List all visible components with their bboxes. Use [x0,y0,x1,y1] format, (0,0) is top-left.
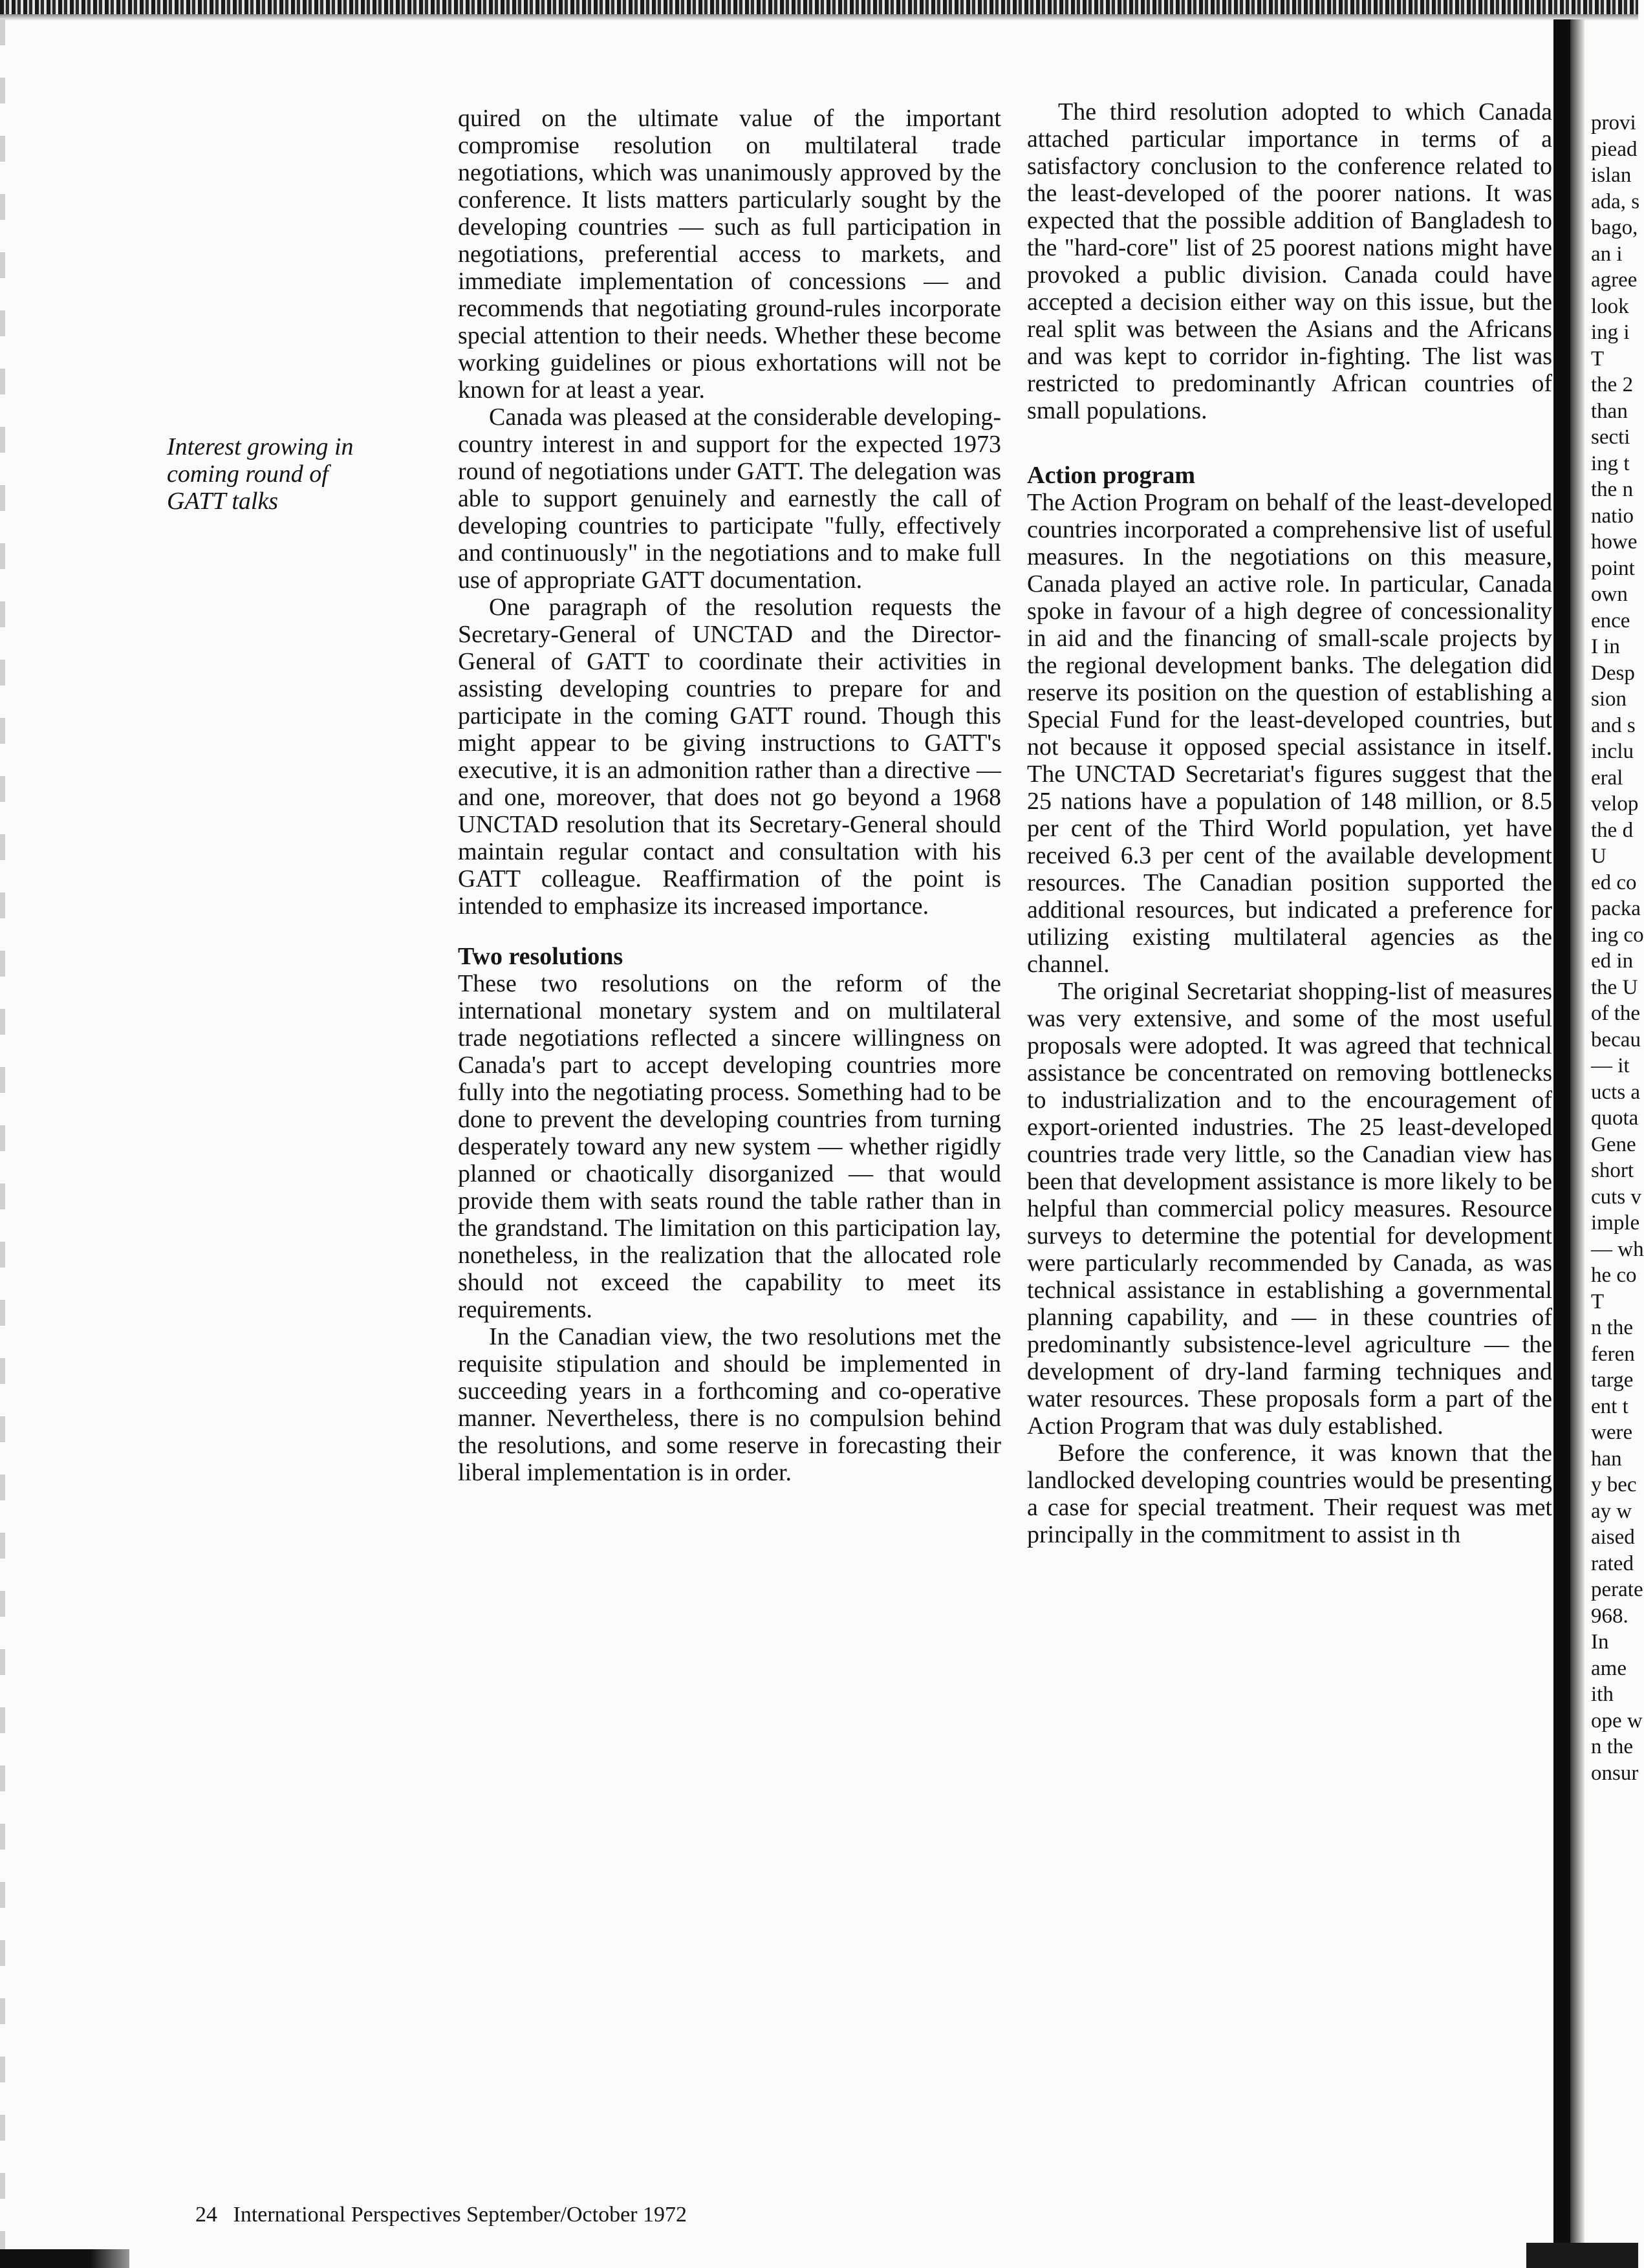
scan-top-edge [0,0,1638,14]
paragraph: quired on the ultimate value of the important compromise resolution on multilateral trade negotiations, which was unanimously approved by the conference. It lists matters particularly sought by the developing countries — such as full participation in negotiations, preferential access to markets, and immediate implementation of concessions — and recommends that negotiating ground-rules incorporate special attention to their needs. Whether these become working guidelines or pious exhortations will not be known for at least a year. [458,105,1001,404]
text-fragment: — wh [1591,1237,1644,1261]
text-fragment: In [1591,1630,1609,1654]
text-fragment: the n [1591,478,1634,501]
text-fragment: feren [1591,1342,1635,1366]
paragraph: The original Secretariat shopping-list of measures was very extensive, and some of the most useful proposals were adopted. It was agreed that technical assistance be concentrated on removing bottlenecks to industrialization and to the encouragement of export-oriented industries. The 25 least-developed countries trade very little, so the Canadian view has been that development assistance is more likely to be helpful than commercial policy measures. Resource surveys to determine the potential for development were particularly recommended by Canada, as was technical assistance in establishing a governmental planning capability, and — in these countries of predominantly subsistence-level agriculture — the development of dry-land farming techniques and water resources. These proposals form a part of the Action Program that was duly established. [1027,978,1552,1440]
text-fragment: ith [1591,1683,1614,1706]
text-fragment: T [1591,347,1605,371]
text-fragment: I in [1591,635,1620,658]
text-fragment: ada, s [1591,189,1640,213]
page-number: 24 [195,2203,217,2227]
paragraph: In the Canadian view, the two resolutions met the requisite stipulation and should be implemented in succeeding years in a forthcoming and co-operative manner. Nevertheless, there is no compulsion behind the resolutions, and some reserve in forecasting their liberal implementation is in order. [458,1323,1001,1486]
text-fragment: secti [1591,426,1630,449]
text-fragment: Gene [1591,1132,1636,1156]
text-fragment: howe [1591,530,1638,554]
text-fragment: imple [1591,1211,1640,1235]
text-fragment: an i [1591,242,1623,266]
text-fragment: agree [1591,268,1638,292]
text-fragment: the 2 [1591,373,1634,396]
text-fragment: the d [1591,818,1634,842]
paragraph: Before the conference, it was known that the landlocked developing countries would be presenting a case for special treatment. Their request was met principally in the commitment to assist in th [1027,1440,1552,1548]
text-fragment: — it [1591,1054,1630,1077]
text-fragment: ame [1591,1656,1627,1680]
text-fragment: han [1591,1447,1622,1471]
text-fragment: natio [1591,504,1634,528]
text-fragment: point [1591,556,1635,580]
text-fragment: ed in [1591,949,1634,973]
text-fragment: own [1591,583,1628,606]
text-fragment: perate [1591,1578,1643,1601]
text-fragment: Desp [1591,661,1635,685]
text-fragment: islan [1591,164,1632,187]
page-footer [195,2202,687,2228]
margin-note: Interest growing in coming round of GATT talks [167,433,354,515]
scan-left-edge [0,19,5,2268]
text-fragment: T [1591,1290,1605,1313]
text-fragment: onsur [1591,1761,1639,1785]
text-fragment: U [1591,845,1606,868]
text-fragment: were [1591,1421,1633,1444]
text-fragment: short [1591,1159,1634,1182]
text-fragment: targe [1591,1368,1634,1392]
paragraph: One paragraph of the resolution requests the Secretary-General of UNCTAD and the Director-General of GATT to coordinate their activities in assisting developing countries to prepare for and participate in the coming GATT round. Though this might appear to be giving instructions to GATT's executive, it is an admonition rather than a directive — and one, moreover, that does not go beyond a 1968 UNCTAD resolution that its Secretary-General should maintain regular contact and consultation with his GATT colleague. Reaffirmation of the point is intended to emphasize its increased importance. [458,594,1001,920]
publication-line: International Perspectives September/October 1972 [233,2203,687,2227]
text-fragment: piead [1591,137,1638,161]
text-fragment: look [1591,294,1629,318]
text-fragment: the U [1591,975,1638,999]
text-fragment: ope w [1591,1709,1643,1733]
facing-page-column-fragment [1591,110,1644,1786]
gutter-shadow [1570,19,1585,2268]
section-heading: Two resolutions [458,943,623,970]
text-fragment: inclu [1591,740,1634,763]
article-column-2 [1027,98,1552,1548]
paragraph: These two resolutions on the reform of the international monetary system and on multilateral trade negotiations reflected a sincere willingness on Canada's part to accept developing countries more fully into the negotiating process. Something had to be done to prevent the developing countries from turning desperately toward any new system — whether rigidly planned or chaotically disorganized — that would provide them with seats round the table rather than in the grandstand. The limitation on this participation lay, nonetheless, in the realization that the allocated role should not exceed the capability to meet its requirements. [458,970,1001,1323]
text-fragment: ed co [1591,870,1637,894]
text-fragment: ucts a [1591,1080,1641,1104]
text-fragment: becau [1591,1028,1641,1052]
text-fragment: ence [1591,609,1630,632]
text-fragment: ing t [1591,451,1630,475]
paragraph: The Action Program on behalf of the least-developed countries incorporated a comprehensive list of useful measures. In the negotiations on this measure, Canada played an active role. In particular, Canada spoke in favour of a high degree of concessionality in aid and the financing of small-scale projects by the regional development banks. The delegation did reserve its position on the question of establishing a Special Fund for the least-developed countries, but not because it opposed special assistance in itself. The UNCTAD Secretariat's figures suggest that the 25 nations have a population of 148 million, or 8.5 per cent of the Third World population, yet have received 6.3 per cent of the available development resources. The Canadian position supported the additional resources, but indicated a preference for utilizing existing multilateral agencies as the channel. [1027,489,1552,978]
scan-corner-bottom-right [1526,2243,1638,2268]
text-fragment: and s [1591,713,1636,737]
paragraph: The third resolution adopted to which Canada attached particular importance in terms of a satisfactory conclusion to the conference related to the least-developed of the poorer nations. It was expected that the possible addition of Bangladesh to the "hard-core" list of 25 poorest nations might have provoked a public division. Canada could have accepted a decision either way on this issue, but the real split was between the Asians and the Africans and was kept to corridor in-fighting. The list was restricted to predominantly African countries of small populations. [1027,98,1552,424]
text-fragment: y bec [1591,1473,1637,1496]
section-heading: Action program [1027,462,1195,489]
article-column-1 [458,105,1001,1486]
scan-corner-bottom-left [0,2249,129,2268]
text-fragment: ay w [1591,1499,1632,1523]
text-fragment: n the [1591,1735,1634,1758]
text-fragment: velop [1591,792,1639,815]
text-fragment: sion [1591,687,1627,711]
text-fragment: packa [1591,897,1641,920]
text-fragment: he co [1591,1264,1637,1287]
text-fragment: than [1591,399,1628,423]
text-fragment: ing i [1591,321,1630,344]
paragraph: Canada was pleased at the considerable developing-country interest in and support for the expected 1973 round of negotiations under GATT. The delegation was able to support genuinely and earnestly the call of developing countries to participate "fully, effectively and continuously" in the negotiations and to make full use of appropriate GATT documentation. [458,404,1001,594]
scan-top-shadow [0,14,1638,21]
text-fragment: quota [1591,1107,1639,1130]
text-fragment: cuts v [1591,1185,1641,1209]
text-fragment: provi [1591,111,1636,135]
text-fragment: rated [1591,1551,1634,1575]
text-fragment: 968. [1591,1604,1628,1628]
text-fragment: aised [1591,1526,1635,1549]
book-spine-gutter [1553,19,1570,2268]
text-fragment: bago, [1591,216,1638,239]
text-fragment: ent t [1591,1394,1628,1418]
text-fragment: ing co [1591,923,1644,947]
text-fragment: eral [1591,766,1623,790]
text-fragment: n the [1591,1316,1634,1339]
text-fragment: of the [1591,1002,1641,1025]
